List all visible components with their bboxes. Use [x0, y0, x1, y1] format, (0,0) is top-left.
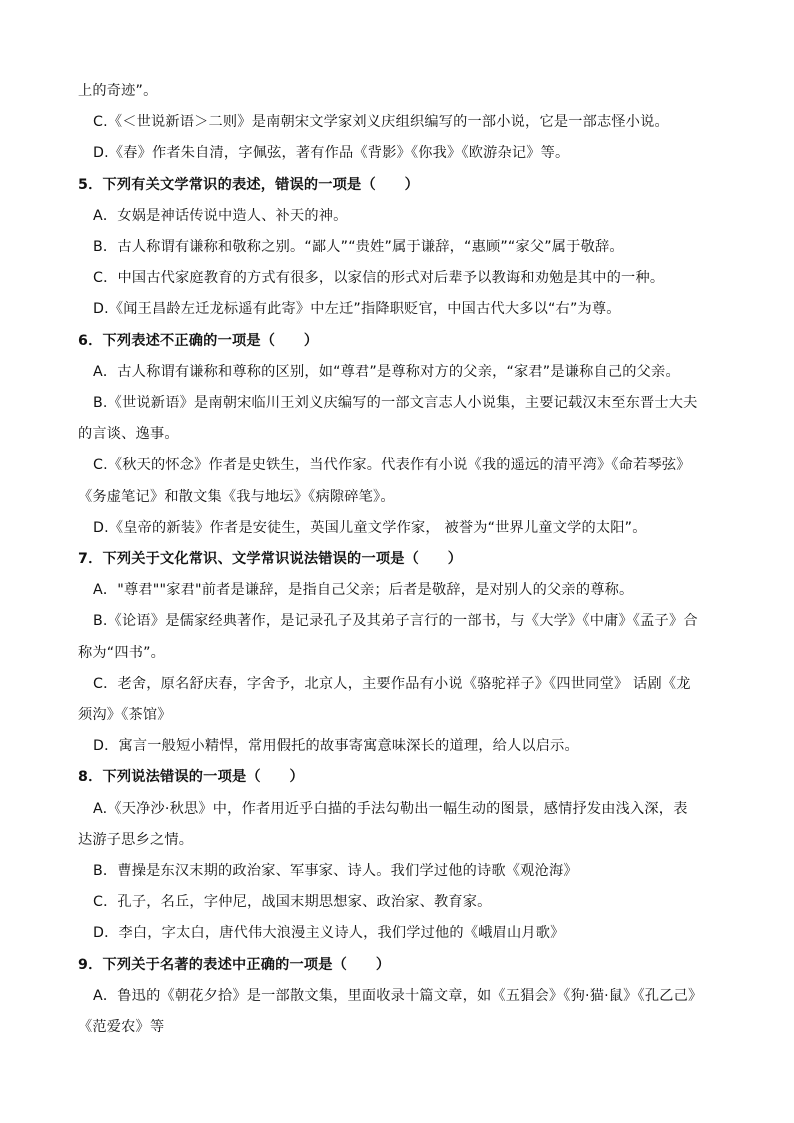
- text-line: 上的奇迹”。: [78, 83, 158, 99]
- text-line: C.《秋天的怀念》作者是史铁生，当代作家。代表作有小说《我的遥远的清平湾》《命若琴弦》: [93, 457, 691, 474]
- text-line: A．女娲是神话传说中造人、补天的神。: [93, 207, 348, 224]
- text-line: B.《论语》是儒家经典著作，是记录孔子及其弟子言行的一部书，与《大学》《中庸》《孟子》合: [93, 613, 698, 630]
- text-line: 称为“四书”。: [78, 644, 166, 661]
- text-line: D．李白，字太白，唐代伟大浪漫主义诗人，我们学过他的《峨眉山月歌》: [93, 925, 565, 942]
- text-line: D.《春》作者朱自清，字佩弦，著有作品《背影》《你我》《欧游杂记》等。: [93, 145, 570, 162]
- question-number: 6．: [78, 332, 103, 349]
- question-stem: [78, 175, 419, 195]
- text-line: A．"尊君""家君"前者是谦辞，是指自己父亲；后者是敬辞，是对别人的父亲的尊称。: [93, 582, 634, 599]
- text-line: C．中国古代家庭教育的方式有很多，以家信的形式对后辈予以教诲和劝勉是其中的一种。: [93, 270, 665, 287]
- text-line: 的言谈、逸事。: [78, 426, 179, 443]
- text-line: 须沟》《茶馆》: [78, 707, 172, 723]
- text-line: C．老舍，原名舒庆春，字舍予，北京人，主要作品有小说《骆驼祥子》《四世同堂》 话剧《龙: [93, 675, 691, 692]
- question-stem: [78, 955, 390, 975]
- text-line: D.《皇帝的新装》作者是安徒生，英国儿童文学作家， 被誉为“世界儿童文学的太阳”。: [93, 519, 647, 536]
- text-line: A．古人称谓有谦称和尊称的区别，如“尊君”是尊称对方的父亲，“家君”是谦称自己的父亲。: [93, 363, 680, 380]
- text-line: 达游子思乡之情。: [78, 831, 194, 848]
- question-stem: [78, 767, 304, 787]
- question-text: 下列关于文化常识、文学常识说法错误的一项是（ ）: [102, 551, 463, 567]
- question-stem: [78, 549, 462, 569]
- text-line: 《范爱农》等: [78, 1019, 165, 1035]
- question-number: 5．: [78, 176, 103, 193]
- question-number: 8．: [78, 769, 103, 786]
- question-text: 下列有关文学常识的表述，错误的一项是（ ）: [102, 176, 419, 193]
- text-line: D.《闻王昌龄左迁龙标遥有此寄》中左迁”指降职贬官，中国古代大多以“右”为尊。: [93, 301, 621, 318]
- question-stem: [78, 331, 318, 351]
- text-line: C.《＜世说新语＞二则》是南朝宋文学家刘义庆组织编写的一部小说，它是一部志怪小说。: [93, 114, 669, 131]
- text-line: B.《世说新语》是南朝宋临川王刘义庆编写的一部文言志人小说集，主要记载汉末至东晋士大夫: [93, 395, 698, 411]
- text-line: B．古人称谓有谦称和敬称之别。“鄙人”“贵姓”属于谦辞，“惠顾”“家父”属于敬辞。: [93, 239, 624, 255]
- text-line: B．曹操是东汉末期的政治家、军事家、诗人。我们学过他的诗歌《观沧海》: [93, 863, 578, 879]
- text-line: C．孔子，名丘，字仲尼，战国末期思想家、政治家、教育家。: [93, 894, 492, 911]
- text-line: A．鲁迅的《朝花夕拾》是一部散文集，里面收录十篇文章，如《五猖会》《狗·猫·鼠》《孔乙己》: [93, 987, 703, 1004]
- question-text: 下列关于名著的表述中正确的一项是（ ）: [102, 956, 391, 973]
- question-number: 7．: [78, 551, 103, 567]
- text-line: 《务虚笔记》和散文集《我与地坛》《病隙碎笔》。: [78, 488, 395, 505]
- text-line: A.《天净沙·秋思》中，作者用近乎白描的手法勾勒出一幅生动的图景，感情抒发由浅入深，表: [93, 800, 688, 817]
- question-text: 下列说法错误的一项是（ ）: [102, 769, 304, 786]
- question-number: 9．: [78, 956, 103, 973]
- question-text: 下列表述不正确的一项是（ ）: [102, 332, 319, 349]
- text-line: D．寓言一般短小精悍，常用假托的故事寄寓意味深长的道理，给人以启示。: [93, 738, 579, 755]
